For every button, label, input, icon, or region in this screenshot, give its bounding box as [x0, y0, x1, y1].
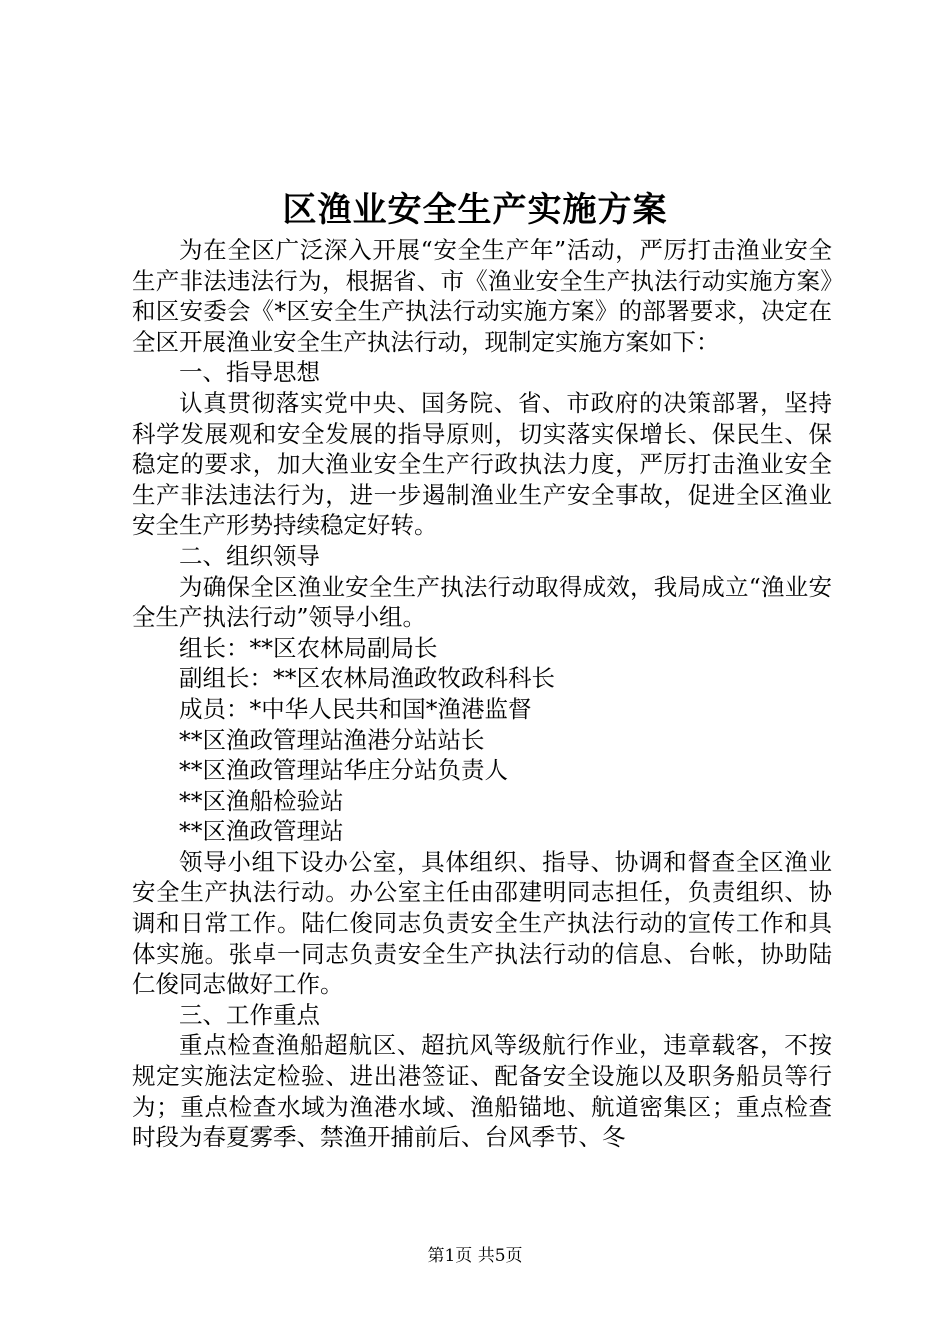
office-paragraph: 领导小组下设办公室，具体组织、指导、协调和督查全区渔业安全生产执法行动。办公室主任由邵建明同志担任，负责组织、协调和日常工作。陆仁俊同志负责安全生产执法行动的宣传工作和具体实施。张卓一同志负责安全生产执法行动的信息、台帐，协助陆仁俊同志做好工作。	[132, 847, 832, 999]
intro-paragraph: 为在全区广泛深入开展“安全生产年”活动，严厉打击渔业安全生产非法违法行为，根据省、市《渔业安全生产执法行动实施方案》和区安委会《*区安全生产执法行动实施方案》的部署要求，决定在全区开展渔业安全生产执法行动，现制定实施方案如下：	[132, 236, 832, 356]
section-heading-organization: 二、组织领导	[179, 541, 320, 570]
document-title: 区渔业安全生产实施方案	[282, 190, 668, 230]
section-heading-work-focus: 三、工作重点	[179, 1000, 320, 1029]
leader-line: 组长：**区农林局副局长	[179, 633, 438, 662]
organization-paragraph: 为确保全区渔业安全生产执法行动取得成效，我局成立“渔业安全生产执法行动”领导小组。	[132, 572, 832, 632]
member-item: **区渔政管理站渔港分站站长	[179, 725, 485, 754]
deputy-leader-line: 副组长：**区农林局渔政牧政科科长	[179, 664, 555, 693]
members-line: 成员：*中华人民共和国*渔港监督	[179, 694, 532, 723]
member-item: **区渔船检验站	[179, 786, 344, 815]
section-heading-guiding-ideology: 一、指导思想	[179, 358, 320, 387]
member-item: **区渔政管理站	[179, 817, 344, 846]
guiding-ideology-paragraph: 认真贯彻落实党中央、国务院、省、市政府的决策部署，坚持科学发展观和安全发展的指导原则，切实落实保增长、保民生、保稳定的要求，加大渔业安全生产行政执法力度，严厉打击渔业安全生产非法违法行为，进一步遏制渔业生产安全事故，促进全区渔业安全生产形势持续稳定好转。	[132, 388, 832, 540]
member-item: **区渔政管理站华庄分站负责人	[179, 756, 508, 785]
page-indicator: 第1页 共5页	[427, 1246, 523, 1266]
document-body	[132, 235, 832, 1153]
work-focus-paragraph: 重点检查渔船超航区、超抗风等级航行作业，违章载客，不按规定实施法定检验、进出港签证、配备安全设施以及职务船员等行为；重点检查水域为渔港水域、渔船锚地、航道密集区；重点检查时段为春夏雾季、禁渔开捕前后、台风季节、冬	[132, 1031, 832, 1152]
